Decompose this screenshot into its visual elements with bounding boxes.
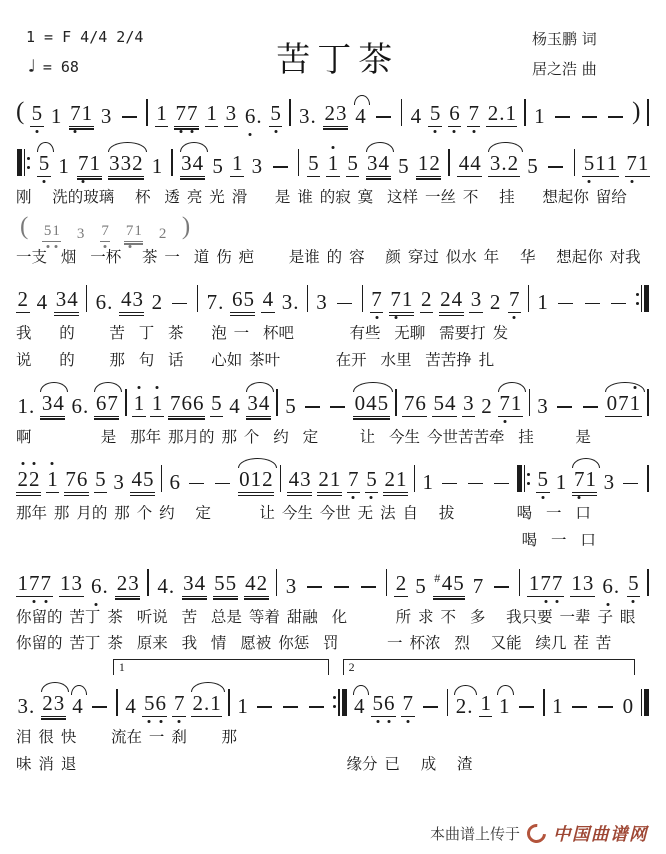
music-row <box>14 134 652 184</box>
barline <box>298 149 300 176</box>
note-token: 1 <box>47 467 58 492</box>
note-token: #45 <box>434 570 464 595</box>
note-token: 3 <box>537 393 548 418</box>
barline <box>276 569 278 596</box>
note-token: 332 <box>109 151 143 175</box>
note-token: 1 <box>555 470 567 495</box>
upload-note: 本曲谱上传于 <box>429 825 520 843</box>
dash-extension <box>257 706 272 708</box>
tempo-value: = 68 <box>42 57 79 76</box>
footer <box>430 821 648 846</box>
barline <box>647 389 649 416</box>
second-ending-bracket <box>343 659 635 675</box>
key-signature: 1 = F 4/4 2/4 <box>26 28 144 46</box>
barline <box>647 569 649 596</box>
system <box>14 270 652 373</box>
note-token: 7 <box>472 573 484 598</box>
note-token: 4 <box>410 104 422 128</box>
note-token: 7 <box>100 224 111 242</box>
barline <box>289 99 291 126</box>
note-token: 6 <box>449 101 460 125</box>
note-token: 3 <box>316 290 327 315</box>
dash-extension <box>189 483 204 485</box>
note-token: 34 <box>367 151 390 175</box>
music-row <box>14 270 652 320</box>
note-token: 42 <box>245 570 268 595</box>
barline <box>529 389 531 416</box>
note-token: 12 <box>417 151 440 175</box>
note-token: 13 <box>60 570 82 595</box>
barline <box>386 569 388 596</box>
note-token: 34 <box>181 151 204 175</box>
note-token: 6. <box>91 573 108 598</box>
dash-extension <box>92 706 107 708</box>
note-token: 1 <box>534 104 545 128</box>
barline <box>116 689 118 716</box>
note-token: 76 <box>65 467 88 492</box>
dash-extension <box>423 706 438 708</box>
note-token: 5 <box>398 154 409 178</box>
note-token: 71 <box>626 151 649 175</box>
note-token: 3 <box>285 573 297 598</box>
barline <box>276 389 278 416</box>
barline <box>161 465 163 492</box>
note-token: 22 <box>17 467 40 492</box>
note-token: 5 <box>95 467 106 492</box>
dash-extension <box>307 586 322 588</box>
note-token: 3 <box>113 470 124 495</box>
dash-extension <box>583 406 598 408</box>
note-token: 177 <box>17 570 51 595</box>
note-token: 0 <box>622 693 634 718</box>
note-token: 511 <box>583 151 618 175</box>
music-row <box>14 84 652 134</box>
barline <box>197 285 199 312</box>
barline <box>228 689 230 716</box>
note-token: 5 <box>537 467 549 492</box>
dash-extension <box>337 303 352 305</box>
repeat-end-barline <box>333 689 346 716</box>
ending-number: 2 <box>348 659 355 674</box>
header <box>0 0 666 84</box>
dash-extension <box>376 116 391 118</box>
note-token: 23 <box>42 690 65 715</box>
barline <box>528 285 530 312</box>
note-token: 4 <box>355 104 366 128</box>
lyric-line: 一支 烟 一杯 茶 一 道 伤 疤 是谁 的 容 颜 穿过 似水 年 华 想起你 对我 <box>16 247 641 266</box>
lyric-line: 啊 是 那年 那月的 那 个 约 定 让 今生 今世苦苦牵 挂 是 <box>16 427 591 446</box>
dash-extension <box>305 406 320 408</box>
note-token: 012 <box>239 467 273 492</box>
song-title: 苦丁茶 <box>276 40 400 80</box>
note-token: 71 <box>573 467 596 492</box>
note-token: 4 <box>125 693 136 718</box>
lyric-line: 那年 那 月的 那 个 约 定 让 今生 今世 无 法 自 拔 喝 一 口 <box>16 504 591 523</box>
note-token: 71 <box>124 224 143 242</box>
dash-extension <box>330 406 345 408</box>
lyric-line: 泪 很 快 流在 一 刹 那 <box>16 727 237 746</box>
lyric-line: 你留的 苦丁 茶 听说 苦 总是 等着 甜融 化 所 求 不 多 我只要 一辈 子 眼 <box>16 607 636 626</box>
note-token: 3. <box>281 290 299 315</box>
note-token: 4. <box>157 573 175 598</box>
note-token: 23 <box>324 101 347 125</box>
parenthesis: ) <box>632 98 641 125</box>
dash-extension <box>334 586 349 588</box>
note-token: 2 <box>395 570 407 595</box>
note-token: 5 <box>31 101 43 125</box>
note-token: 71 <box>390 287 413 312</box>
note-token: 6. <box>244 104 262 128</box>
dash-extension <box>442 483 457 485</box>
note-token: 23 <box>116 570 139 595</box>
barline <box>448 149 450 176</box>
note-token: 67 <box>95 390 118 415</box>
note-token: 177 <box>528 570 563 595</box>
composer: 居之浩 曲 <box>532 60 597 78</box>
note-token: 3 <box>251 154 263 178</box>
quarter-note-icon: ♩ <box>26 56 37 77</box>
note-token: 1 <box>156 101 167 125</box>
note-token: 2 <box>481 393 492 418</box>
barline <box>307 285 309 312</box>
note-token: 34 <box>183 570 206 595</box>
dash-extension <box>582 116 597 118</box>
lyric-line: 你留的 苦丁 茶 原来 我 情 愿被 你惩 罚 一 杯浓 烈 又能 续几 茬 苦 <box>16 634 612 653</box>
note-token: 1 <box>498 693 510 718</box>
barline <box>280 465 282 492</box>
note-token: 5 <box>270 101 281 125</box>
dash-extension <box>273 166 288 168</box>
repeat-begin-barline <box>17 149 30 176</box>
system <box>14 657 652 777</box>
note-token: 13 <box>571 570 594 595</box>
barline <box>147 569 149 596</box>
note-token: 5 <box>347 151 358 175</box>
music-row <box>14 450 652 500</box>
note-token: 71 <box>78 151 101 175</box>
dash-extension <box>494 586 509 588</box>
note-token: 5 <box>628 570 639 595</box>
score <box>0 84 666 777</box>
note-token: 3 <box>100 104 112 128</box>
note-token: 1 <box>480 690 491 715</box>
note-token: 2. <box>455 693 473 718</box>
lyric-line: 我 的 苦 丁 茶 泡 一 杯吧 有些 无聊 需要打 发 <box>16 324 509 343</box>
note-token: 2.1 <box>487 101 516 125</box>
dash-extension <box>557 406 572 408</box>
note-token: 3 <box>225 101 237 125</box>
music-row <box>14 374 652 424</box>
note-token: 1 <box>133 390 145 415</box>
note-token: 4 <box>36 290 48 315</box>
note-token: 45 <box>131 467 154 492</box>
note-token: 1. <box>17 393 35 418</box>
note-token: 5 <box>308 151 319 175</box>
note-token: 77 <box>175 101 198 125</box>
note-token: 34 <box>41 390 64 415</box>
parenthesis: ( <box>20 212 29 240</box>
note-token: 7 <box>348 467 359 492</box>
system <box>14 134 652 211</box>
note-token: 1 <box>237 693 248 718</box>
parenthesis: ( <box>16 98 25 125</box>
note-token: 7 <box>468 101 479 125</box>
note-token: 7 <box>173 690 185 715</box>
dash-extension <box>283 706 298 708</box>
note-token: 34 <box>247 390 270 415</box>
note-token: 24 <box>440 287 463 312</box>
dash-extension <box>309 706 324 708</box>
dash-extension <box>598 706 613 708</box>
system <box>14 554 652 657</box>
dash-extension <box>122 116 137 118</box>
note-token: 5 <box>415 573 426 598</box>
key-tempo-block <box>26 24 143 83</box>
note-token: 5 <box>212 154 223 178</box>
note-token: 65 <box>231 287 254 312</box>
note-token: 2 <box>17 287 28 312</box>
barline <box>543 689 545 716</box>
final-barline <box>641 689 649 716</box>
note-token: 1 <box>58 154 69 178</box>
repeat-begin-barline <box>517 465 530 492</box>
note-token: 5 <box>527 154 538 178</box>
note-token: 1 <box>422 470 433 495</box>
note-token: 1 <box>151 390 163 415</box>
note-token: 56 <box>372 690 395 715</box>
tempo-line <box>26 51 143 83</box>
note-token: 43 <box>288 467 311 492</box>
first-ending-bracket <box>113 659 329 675</box>
sharp-icon: # <box>434 570 441 585</box>
site-name: 中国曲谱网 <box>553 825 648 845</box>
note-token: 3 <box>470 287 482 312</box>
note-token: 51 <box>42 224 61 242</box>
dash-extension <box>361 586 376 588</box>
note-token: 3 <box>463 390 474 415</box>
note-token: 21 <box>318 467 341 492</box>
note-token: 4 <box>229 393 240 418</box>
barline <box>519 569 521 596</box>
note-token: 1 <box>206 101 217 125</box>
note-token: 3 <box>76 225 85 242</box>
note-token: 7. <box>206 290 224 315</box>
note-token: 2 <box>489 290 501 315</box>
note-token: 6. <box>95 290 113 315</box>
credits <box>532 24 642 84</box>
dash-extension <box>494 483 509 485</box>
note-token: 071 <box>606 390 641 415</box>
barline <box>395 389 397 416</box>
dash-extension <box>215 483 230 485</box>
dash-extension <box>548 166 563 168</box>
note-token: 43 <box>120 287 143 312</box>
lyricist: 杨玉鹏 词 <box>532 30 597 48</box>
note-token: 6. <box>71 393 89 418</box>
note-token: 045 <box>354 390 389 415</box>
note-token: 1 <box>151 154 163 178</box>
note-token: 1 <box>552 693 563 718</box>
note-token: 5 <box>211 390 222 415</box>
barline <box>647 99 649 126</box>
lyric-line: 刚 洗的玻璃 杯 透 亮 光 滑 是 谁 的寂 寞 这样 一丝 不 挂 想起你 留给 <box>16 188 627 206</box>
note-token: 3. <box>298 104 316 128</box>
lyric-line: 味 消 退 缘分 已 成 渣 <box>16 754 473 773</box>
note-token: 2 <box>158 225 167 242</box>
barline <box>86 285 88 312</box>
dash-extension <box>572 706 587 708</box>
note-token: 7 <box>402 690 414 715</box>
dash-extension <box>608 116 623 118</box>
note-token: 71 <box>499 390 522 415</box>
dash-extension <box>468 483 483 485</box>
dash-extension <box>623 483 638 485</box>
system <box>14 450 652 553</box>
note-token: 71 <box>70 101 93 125</box>
note-token: 21 <box>384 467 407 492</box>
note-token: 1 <box>537 290 548 315</box>
site-logo-icon <box>523 820 550 847</box>
barline <box>125 389 127 416</box>
dash-extension <box>519 706 534 708</box>
dash-extension <box>611 303 626 305</box>
dash-extension <box>558 303 573 305</box>
note-token: 76 <box>403 390 426 415</box>
lyric-line: 说 的 那 句 话 心如 茶叶 在开 水里 苦苦挣 扎 <box>16 350 495 369</box>
note-token: 56 <box>143 690 166 715</box>
system <box>14 84 652 134</box>
note-token: 6. <box>602 573 620 598</box>
dash-extension <box>555 116 570 118</box>
note-token: 4 <box>72 693 83 718</box>
note-token: 7 <box>509 287 520 312</box>
note-token: 7 <box>371 287 382 312</box>
repeat-end-barline <box>636 285 649 312</box>
note-token: 1 <box>231 151 243 175</box>
note-token: 2.1 <box>192 690 221 715</box>
note-token: 3.2 <box>489 151 519 175</box>
lyric-line: 喝 一 口 <box>16 530 596 549</box>
parenthesis: ) <box>181 212 191 240</box>
barline <box>401 99 403 126</box>
barline <box>414 465 416 492</box>
music-row <box>14 674 652 724</box>
music-row <box>14 554 652 604</box>
note-token: 3 <box>603 470 615 495</box>
barline <box>447 689 449 716</box>
note-token: 5 <box>366 467 377 492</box>
note-token: 34 <box>55 287 78 312</box>
note-token: 55 <box>214 570 237 595</box>
note-token: 2 <box>151 290 163 315</box>
barline <box>146 99 148 126</box>
barline <box>647 465 649 492</box>
ending-number: 1 <box>118 659 125 674</box>
note-token: 54 <box>433 390 456 415</box>
note-token: 2 <box>421 287 432 312</box>
note-token: 5 <box>38 151 50 175</box>
note-token: 766 <box>169 390 204 415</box>
note-token: 5 <box>285 393 296 418</box>
note-token: 1 <box>50 104 62 128</box>
note-token: 5 <box>429 101 441 125</box>
note-token: 44 <box>458 151 481 175</box>
dash-extension <box>172 303 187 305</box>
note-token: 1 <box>327 151 339 175</box>
barline <box>362 285 364 312</box>
note-token: 6 <box>169 470 181 495</box>
dash-extension <box>585 303 600 305</box>
barline <box>574 149 576 176</box>
note-token: 3. <box>17 693 35 718</box>
barline <box>524 99 526 126</box>
barline <box>171 149 173 176</box>
system <box>14 374 652 451</box>
music-row <box>14 211 652 244</box>
system <box>14 211 652 271</box>
note-token: 4 <box>262 287 274 312</box>
note-token: 4 <box>354 693 365 718</box>
